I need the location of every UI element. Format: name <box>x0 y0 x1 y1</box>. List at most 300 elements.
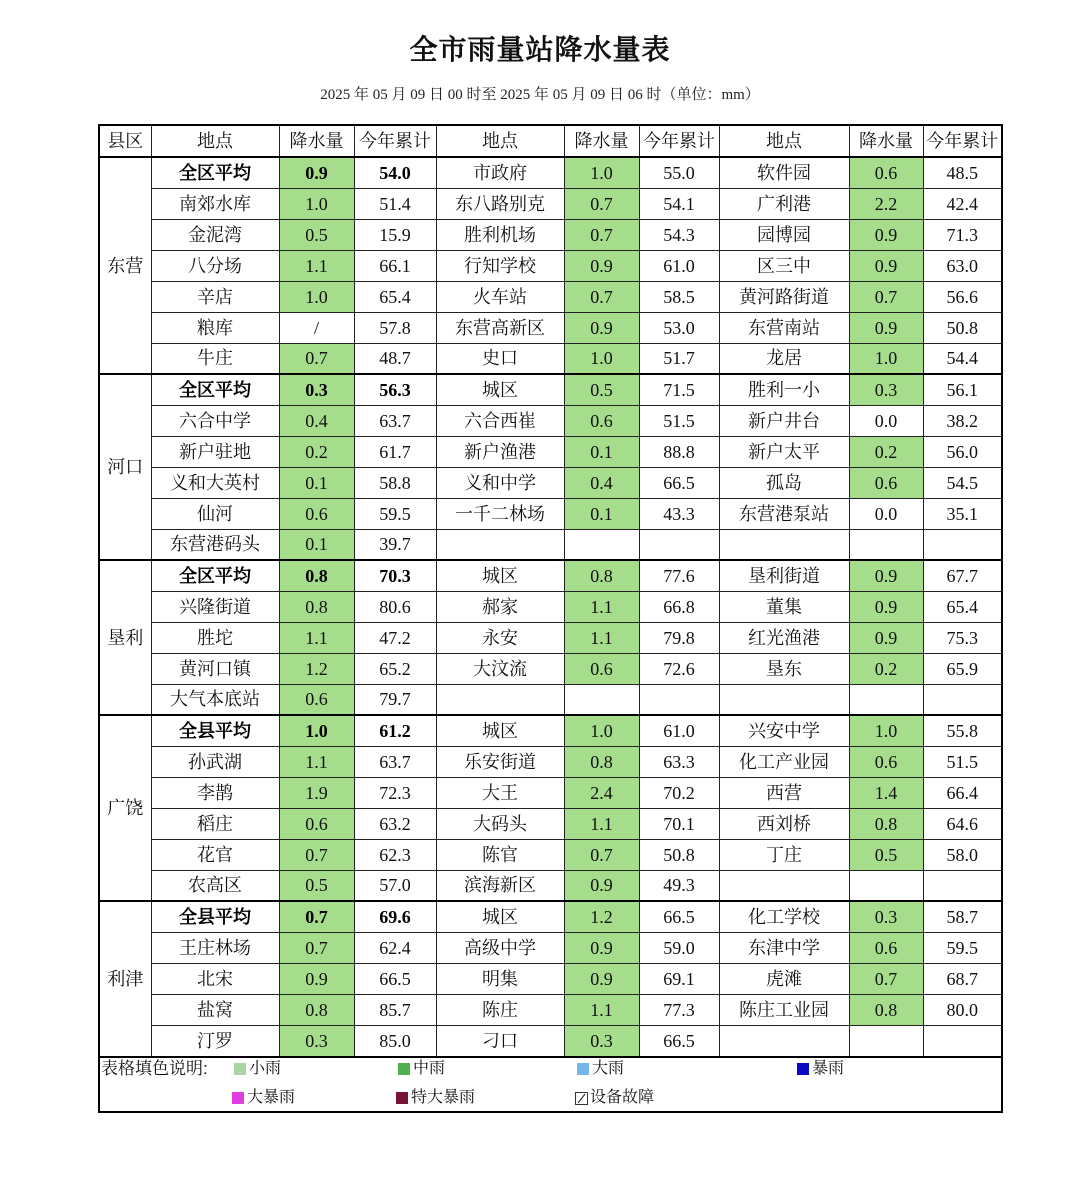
annual-total-cell: 38.2 <box>923 405 1001 436</box>
rainfall-cell: 1.0 <box>849 343 923 374</box>
empty-cell <box>849 1025 923 1056</box>
slash-box-icon <box>575 1092 588 1105</box>
annual-total-cell: 58.5 <box>639 281 719 312</box>
table-row <box>100 746 1001 777</box>
station-name-cell: 李鹊 <box>151 777 279 808</box>
table-row <box>100 467 1001 498</box>
annual-total-cell: 67.7 <box>923 560 1001 591</box>
station-name-cell: 全区平均 <box>151 157 279 188</box>
table-row <box>100 157 1001 188</box>
rainfall-cell: 0.8 <box>279 591 354 622</box>
district-name-cell: 东营 <box>100 157 151 374</box>
rainfall-cell: 1.0 <box>564 343 639 374</box>
rainfall-cell: 0.9 <box>564 932 639 963</box>
annual-total-cell: 51.5 <box>639 405 719 436</box>
annual-total-cell: 77.6 <box>639 560 719 591</box>
header-annual-total: 今年累计 <box>639 126 719 157</box>
empty-cell <box>923 529 1001 560</box>
table-row <box>100 870 1001 901</box>
annual-total-cell: 51.7 <box>639 343 719 374</box>
station-name-cell: 大气本底站 <box>151 684 279 715</box>
annual-total-cell: 85.0 <box>354 1025 436 1056</box>
empty-cell <box>719 870 849 901</box>
light-rain-swatch <box>234 1063 246 1075</box>
annual-total-cell: 79.7 <box>354 684 436 715</box>
table-row <box>100 560 1001 591</box>
station-name-cell: 稻庄 <box>151 808 279 839</box>
rainfall-cell: / <box>279 312 354 343</box>
station-name-cell: 城区 <box>436 374 564 405</box>
district-name-cell: 广饶 <box>100 715 151 901</box>
table-row <box>100 374 1001 405</box>
table-row <box>100 839 1001 870</box>
header-rainfall: 降水量 <box>279 126 354 157</box>
header-row <box>100 126 1001 157</box>
legend-item-equipment-fault <box>575 1088 654 1108</box>
annual-total-cell: 79.8 <box>639 622 719 653</box>
rainfall-cell: 0.3 <box>564 1025 639 1056</box>
station-name-cell: 六合中学 <box>151 405 279 436</box>
annual-total-cell: 39.7 <box>354 529 436 560</box>
annual-total-cell: 69.1 <box>639 963 719 994</box>
annual-total-cell: 66.1 <box>354 250 436 281</box>
rainfall-cell: 0.9 <box>279 157 354 188</box>
table-row <box>100 312 1001 343</box>
rainfall-cell: 0.6 <box>279 808 354 839</box>
station-name-cell: 东八路别克 <box>436 188 564 219</box>
annual-total-cell: 63.3 <box>639 746 719 777</box>
station-name-cell: 大汶流 <box>436 653 564 684</box>
annual-total-cell: 58.7 <box>923 901 1001 932</box>
rainfall-cell: 0.8 <box>564 560 639 591</box>
annual-total-cell: 54.3 <box>639 219 719 250</box>
rainfall-cell: 1.1 <box>564 622 639 653</box>
rainfall-cell: 0.9 <box>849 312 923 343</box>
rainfall-cell: 0.6 <box>849 157 923 188</box>
annual-total-cell: 50.8 <box>923 312 1001 343</box>
annual-total-cell: 80.0 <box>923 994 1001 1025</box>
annual-total-cell: 54.4 <box>923 343 1001 374</box>
empty-cell <box>923 1025 1001 1056</box>
district-name-cell: 垦利 <box>100 560 151 715</box>
station-name-cell: 东营港码头 <box>151 529 279 560</box>
station-name-cell: 乐安街道 <box>436 746 564 777</box>
station-name-cell: 新户渔港 <box>436 436 564 467</box>
table-row <box>100 281 1001 312</box>
empty-cell <box>639 529 719 560</box>
empty-cell <box>436 529 564 560</box>
station-name-cell: 陈庄 <box>436 994 564 1025</box>
rainfall-cell: 0.9 <box>849 591 923 622</box>
station-name-cell: 陈庄工业园 <box>719 994 849 1025</box>
annual-total-cell: 42.4 <box>923 188 1001 219</box>
station-name-cell: 粮库 <box>151 312 279 343</box>
rainfall-cell: 0.7 <box>849 281 923 312</box>
heavy-rainstorm-swatch <box>232 1092 244 1104</box>
station-name-cell: 黄河路街道 <box>719 281 849 312</box>
rainfall-cell: 1.9 <box>279 777 354 808</box>
rainfall-cell: 0.0 <box>849 405 923 436</box>
station-name-cell: 义和中学 <box>436 467 564 498</box>
table-row <box>100 963 1001 994</box>
station-name-cell: 刁口 <box>436 1025 564 1056</box>
empty-cell <box>564 684 639 715</box>
annual-total-cell: 51.5 <box>923 746 1001 777</box>
empty-cell <box>436 684 564 715</box>
rainfall-cell: 0.9 <box>564 870 639 901</box>
rainfall-cell: 1.1 <box>279 622 354 653</box>
station-name-cell: 胜坨 <box>151 622 279 653</box>
rainfall-cell: 1.0 <box>279 281 354 312</box>
station-name-cell: 城区 <box>436 560 564 591</box>
annual-total-cell: 68.7 <box>923 963 1001 994</box>
annual-total-cell: 53.0 <box>639 312 719 343</box>
table-row <box>100 591 1001 622</box>
station-name-cell: 史口 <box>436 343 564 374</box>
annual-total-cell: 57.8 <box>354 312 436 343</box>
station-name-cell: 永安 <box>436 622 564 653</box>
station-name-cell: 陈官 <box>436 839 564 870</box>
station-name-cell: 六合西崔 <box>436 405 564 436</box>
rainfall-cell: 0.4 <box>279 405 354 436</box>
annual-total-cell: 48.5 <box>923 157 1001 188</box>
station-name-cell: 东营南站 <box>719 312 849 343</box>
moderate-rain-swatch <box>398 1063 410 1075</box>
annual-total-cell: 59.5 <box>923 932 1001 963</box>
annual-total-cell: 47.2 <box>354 622 436 653</box>
station-name-cell: 农高区 <box>151 870 279 901</box>
station-name-cell: 王庄林场 <box>151 932 279 963</box>
station-name-cell: 化工学校 <box>719 901 849 932</box>
legend-item-label: 大暴雨 <box>247 1089 296 1106</box>
rainfall-cell: 0.3 <box>279 374 354 405</box>
station-name-cell: 一千二林场 <box>436 498 564 529</box>
station-name-cell: 牛庄 <box>151 343 279 374</box>
station-name-cell: 虎滩 <box>719 963 849 994</box>
rainfall-cell: 1.0 <box>564 157 639 188</box>
station-name-cell: 全区平均 <box>151 560 279 591</box>
rainfall-cell: 0.8 <box>279 994 354 1025</box>
annual-total-cell: 62.4 <box>354 932 436 963</box>
legend-item-rainstorm <box>797 1059 844 1079</box>
district-name-cell: 利津 <box>100 901 151 1056</box>
annual-total-cell: 56.3 <box>354 374 436 405</box>
table-row <box>100 436 1001 467</box>
rainfall-cell: 2.4 <box>564 777 639 808</box>
rainfall-cell: 1.1 <box>564 994 639 1025</box>
annual-total-cell: 48.7 <box>354 343 436 374</box>
annual-total-cell: 63.7 <box>354 405 436 436</box>
rainfall-cell: 1.2 <box>279 653 354 684</box>
table-row <box>100 622 1001 653</box>
rainfall-sheet <box>98 124 1003 1113</box>
annual-total-cell: 66.5 <box>639 1025 719 1056</box>
annual-total-cell: 71.3 <box>923 219 1001 250</box>
annual-total-cell: 70.3 <box>354 560 436 591</box>
annual-total-cell: 61.0 <box>639 715 719 746</box>
station-name-cell: 滨海新区 <box>436 870 564 901</box>
station-name-cell: 花官 <box>151 839 279 870</box>
station-name-cell: 盐窝 <box>151 994 279 1025</box>
rainstorm-swatch <box>797 1063 809 1075</box>
header-station: 地点 <box>719 126 849 157</box>
station-name-cell: 郝家 <box>436 591 564 622</box>
table-row <box>100 250 1001 281</box>
rainfall-cell: 0.7 <box>849 963 923 994</box>
header-station: 地点 <box>436 126 564 157</box>
station-name-cell: 仙河 <box>151 498 279 529</box>
annual-total-cell: 54.5 <box>923 467 1001 498</box>
station-name-cell: 龙居 <box>719 343 849 374</box>
station-name-cell: 东营高新区 <box>436 312 564 343</box>
station-name-cell: 垦利街道 <box>719 560 849 591</box>
annual-total-cell: 80.6 <box>354 591 436 622</box>
rainfall-cell: 0.0 <box>849 498 923 529</box>
station-name-cell: 高级中学 <box>436 932 564 963</box>
rainfall-cell: 1.0 <box>279 188 354 219</box>
station-name-cell: 兴安中学 <box>719 715 849 746</box>
annual-total-cell: 66.5 <box>639 901 719 932</box>
station-name-cell: 金泥湾 <box>151 219 279 250</box>
table-row <box>100 405 1001 436</box>
annual-total-cell: 65.4 <box>923 591 1001 622</box>
table-row <box>100 684 1001 715</box>
legend-item-heavy-rain <box>577 1059 624 1079</box>
rainfall-cell: 0.6 <box>849 467 923 498</box>
rainfall-cell: 0.1 <box>564 436 639 467</box>
rainfall-cell: 0.3 <box>849 374 923 405</box>
station-name-cell: 全县平均 <box>151 715 279 746</box>
rainfall-cell: 0.6 <box>849 932 923 963</box>
header-rainfall: 降水量 <box>564 126 639 157</box>
annual-total-cell: 55.0 <box>639 157 719 188</box>
rainfall-cell: 0.7 <box>279 343 354 374</box>
annual-total-cell: 66.5 <box>354 963 436 994</box>
annual-total-cell: 49.3 <box>639 870 719 901</box>
rainfall-cell: 0.3 <box>279 1025 354 1056</box>
station-name-cell: 西营 <box>719 777 849 808</box>
rainfall-cell: 1.1 <box>279 250 354 281</box>
rainfall-cell: 0.7 <box>279 901 354 932</box>
annual-total-cell: 65.2 <box>354 653 436 684</box>
station-name-cell: 新户太平 <box>719 436 849 467</box>
station-name-cell: 市政府 <box>436 157 564 188</box>
rainfall-cell: 0.1 <box>279 467 354 498</box>
empty-cell <box>849 529 923 560</box>
station-name-cell: 全区平均 <box>151 374 279 405</box>
rainfall-cell: 0.9 <box>849 250 923 281</box>
header-annual-total: 今年累计 <box>354 126 436 157</box>
annual-total-cell: 72.3 <box>354 777 436 808</box>
station-name-cell: 大码头 <box>436 808 564 839</box>
rainfall-cell: 0.1 <box>564 498 639 529</box>
annual-total-cell: 69.6 <box>354 901 436 932</box>
table-row <box>100 219 1001 250</box>
legend-item-label: 特大暴雨 <box>411 1089 476 1106</box>
rainfall-cell: 0.5 <box>279 219 354 250</box>
rainfall-cell: 0.8 <box>279 560 354 591</box>
annual-total-cell: 62.3 <box>354 839 436 870</box>
rainfall-cell: 0.7 <box>564 839 639 870</box>
station-name-cell: 董集 <box>719 591 849 622</box>
table-row <box>100 994 1001 1025</box>
annual-total-cell: 63.2 <box>354 808 436 839</box>
table-row <box>100 1025 1001 1056</box>
annual-total-cell: 61.7 <box>354 436 436 467</box>
station-name-cell: 丁庄 <box>719 839 849 870</box>
rainfall-cell: 0.7 <box>564 281 639 312</box>
rainfall-cell: 0.6 <box>564 405 639 436</box>
station-name-cell: 南郊水库 <box>151 188 279 219</box>
annual-total-cell: 72.6 <box>639 653 719 684</box>
station-name-cell: 胜利一小 <box>719 374 849 405</box>
station-name-cell: 新户驻地 <box>151 436 279 467</box>
rainfall-cell: 0.2 <box>849 436 923 467</box>
table-row <box>100 653 1001 684</box>
rainfall-cell: 0.3 <box>849 901 923 932</box>
station-name-cell: 软件园 <box>719 157 849 188</box>
extreme-rainstorm-swatch <box>396 1092 408 1104</box>
header-rainfall: 降水量 <box>849 126 923 157</box>
station-name-cell: 园博园 <box>719 219 849 250</box>
annual-total-cell: 35.1 <box>923 498 1001 529</box>
rainfall-cell: 0.2 <box>279 436 354 467</box>
legend-item-label: 暴雨 <box>812 1060 845 1077</box>
table-row <box>100 343 1001 374</box>
empty-cell <box>923 870 1001 901</box>
annual-total-cell: 65.9 <box>923 653 1001 684</box>
legend-title: 表格填色说明: <box>101 1059 208 1078</box>
rainfall-cell: 0.9 <box>564 312 639 343</box>
annual-total-cell: 54.1 <box>639 188 719 219</box>
station-name-cell: 城区 <box>436 901 564 932</box>
annual-total-cell: 58.8 <box>354 467 436 498</box>
station-name-cell: 大王 <box>436 777 564 808</box>
rainfall-cell: 0.9 <box>564 963 639 994</box>
annual-total-cell: 57.0 <box>354 870 436 901</box>
annual-total-cell: 15.9 <box>354 219 436 250</box>
empty-cell <box>639 684 719 715</box>
annual-total-cell: 43.3 <box>639 498 719 529</box>
empty-cell <box>849 870 923 901</box>
empty-cell <box>719 529 849 560</box>
district-name-cell: 河口 <box>100 374 151 560</box>
station-name-cell: 东营港泵站 <box>719 498 849 529</box>
station-name-cell: 西刘桥 <box>719 808 849 839</box>
rainfall-cell: 0.6 <box>279 684 354 715</box>
legend <box>100 1056 1001 1111</box>
legend-item-label: 大雨 <box>592 1060 625 1077</box>
annual-total-cell: 66.8 <box>639 591 719 622</box>
rainfall-cell: 0.6 <box>849 746 923 777</box>
rainfall-cell: 0.7 <box>564 219 639 250</box>
annual-total-cell: 88.8 <box>639 436 719 467</box>
rainfall-cell: 1.2 <box>564 901 639 932</box>
station-name-cell: 胜利机场 <box>436 219 564 250</box>
station-name-cell: 八分场 <box>151 250 279 281</box>
annual-total-cell: 59.5 <box>354 498 436 529</box>
rainfall-cell: 1.1 <box>279 746 354 777</box>
rainfall-cell: 0.4 <box>564 467 639 498</box>
rainfall-cell: 1.0 <box>849 715 923 746</box>
station-name-cell: 汀罗 <box>151 1025 279 1056</box>
annual-total-cell: 66.5 <box>639 467 719 498</box>
rainfall-cell: 0.8 <box>849 994 923 1025</box>
rainfall-cell: 0.9 <box>849 219 923 250</box>
rainfall-cell: 2.2 <box>849 188 923 219</box>
legend-item-label: 小雨 <box>249 1060 282 1077</box>
station-name-cell: 红光渔港 <box>719 622 849 653</box>
legend-item-extreme-rainstorm <box>396 1088 475 1108</box>
station-name-cell: 化工产业园 <box>719 746 849 777</box>
rainfall-cell: 1.0 <box>564 715 639 746</box>
rainfall-cell: 1.1 <box>564 591 639 622</box>
rainfall-cell: 0.9 <box>279 963 354 994</box>
station-name-cell: 北宋 <box>151 963 279 994</box>
legend-item-label: 中雨 <box>413 1060 446 1077</box>
rainfall-cell: 0.7 <box>279 839 354 870</box>
header-station: 地点 <box>151 126 279 157</box>
annual-total-cell: 59.0 <box>639 932 719 963</box>
annual-total-cell: 77.3 <box>639 994 719 1025</box>
station-name-cell: 孤岛 <box>719 467 849 498</box>
station-name-cell: 明集 <box>436 963 564 994</box>
table-row <box>100 188 1001 219</box>
rainfall-cell: 0.6 <box>564 653 639 684</box>
annual-total-cell: 55.8 <box>923 715 1001 746</box>
annual-total-cell: 51.4 <box>354 188 436 219</box>
annual-total-cell: 63.0 <box>923 250 1001 281</box>
empty-cell <box>923 684 1001 715</box>
table-row <box>100 777 1001 808</box>
station-name-cell: 义和大英村 <box>151 467 279 498</box>
table-body <box>100 157 1001 1056</box>
station-name-cell: 黄河口镇 <box>151 653 279 684</box>
annual-total-cell: 50.8 <box>639 839 719 870</box>
station-name-cell: 全县平均 <box>151 901 279 932</box>
station-name-cell: 行知学校 <box>436 250 564 281</box>
header-annual-total: 今年累计 <box>923 126 1001 157</box>
annual-total-cell: 71.5 <box>639 374 719 405</box>
rainfall-cell: 0.8 <box>564 746 639 777</box>
station-name-cell: 兴隆街道 <box>151 591 279 622</box>
legend-item-light-rain <box>234 1059 281 1079</box>
table-row <box>100 529 1001 560</box>
station-name-cell: 辛店 <box>151 281 279 312</box>
annual-total-cell: 75.3 <box>923 622 1001 653</box>
table-row <box>100 498 1001 529</box>
rainfall-cell: 1.4 <box>849 777 923 808</box>
rainfall-cell: 0.5 <box>849 839 923 870</box>
rainfall-cell: 0.2 <box>849 653 923 684</box>
header-district: 县区 <box>100 126 151 157</box>
rainfall-cell: 0.9 <box>849 560 923 591</box>
station-name-cell: 东津中学 <box>719 932 849 963</box>
table-row <box>100 715 1001 746</box>
rainfall-cell: 0.6 <box>279 498 354 529</box>
annual-total-cell: 54.0 <box>354 157 436 188</box>
time-range-subtitle: 2025 年 05 月 09 日 00 时至 2025 年 05 月 09 日 06 时（单位：mm） <box>320 87 760 103</box>
annual-total-cell: 70.2 <box>639 777 719 808</box>
station-name-cell: 垦东 <box>719 653 849 684</box>
annual-total-cell: 63.7 <box>354 746 436 777</box>
table-row <box>100 901 1001 932</box>
heavy-rain-swatch <box>577 1063 589 1075</box>
annual-total-cell: 56.1 <box>923 374 1001 405</box>
annual-total-cell: 56.6 <box>923 281 1001 312</box>
page-title: 全市雨量站降水量表 <box>409 34 671 65</box>
rainfall-cell: 0.1 <box>279 529 354 560</box>
